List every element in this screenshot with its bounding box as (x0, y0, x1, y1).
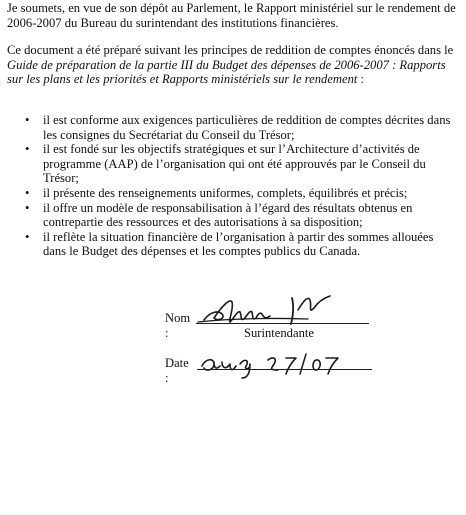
list-item (0, 230, 466, 259)
list-item-text: il est fondé sur les objectifs stratégiques et sur l’Architecture d’activités de programme (AAP) de l’organisation qui ont été approuvés par le Conseil du Trésor; (43, 142, 426, 186)
principles-paragraph-prefix: Ce document a été préparé suivant les principes de reddition de comptes énoncés dans le (7, 43, 454, 57)
list-item (0, 142, 466, 186)
handwritten-date (200, 350, 370, 380)
list-item-text: il offre un modèle de responsabilisation à l’égard des résultats obtenus en contrepartie des ressources et des autorisations à sa disposition; (43, 200, 413, 230)
list-item (0, 113, 466, 142)
date-line (197, 369, 372, 370)
principles-paragraph-suffix: : (357, 72, 365, 86)
intro-paragraph: Je soumets, en vue de son dépôt au Parlement, le Rapport ministériel sur le rendement de 2006-2007 du Bureau du surintendant des institutions financières. (7, 1, 456, 30)
list-item-text: il est conforme aux exigences particulières de reddition de comptes décrites dans les consignes du Secrétariat du Conseil du Trésor; (43, 113, 451, 142)
list-item (0, 201, 466, 230)
date-label: Date : (165, 356, 189, 385)
bullet-icon: • (25, 185, 30, 200)
role-label: Surintendante (244, 326, 314, 340)
handwritten-signature (196, 288, 366, 328)
list-item-text: il présente des renseignements uniformes, complets, équilibrés et précis; (43, 185, 408, 200)
compliance-list (0, 113, 466, 259)
bullet-icon: • (25, 142, 30, 157)
bullet-icon: • (25, 229, 30, 244)
name-label: Nom : (165, 311, 191, 340)
list-item (0, 186, 466, 201)
signature-line (196, 323, 369, 324)
list-item-text: il reflète la situation financière de l’organisation à partir des sommes allouées dans le Budget des dépenses et les comptes publics du Canada. (43, 229, 434, 259)
principles-paragraph (7, 43, 459, 87)
bullet-icon: • (25, 113, 30, 127)
bullet-icon: • (25, 200, 30, 215)
guide-title: Guide de préparation de la partie III du Budget des dépenses de 2006-2007 : Rapports sur les plans et les priorités et Rapports ministériels sur le rendement (7, 57, 446, 86)
